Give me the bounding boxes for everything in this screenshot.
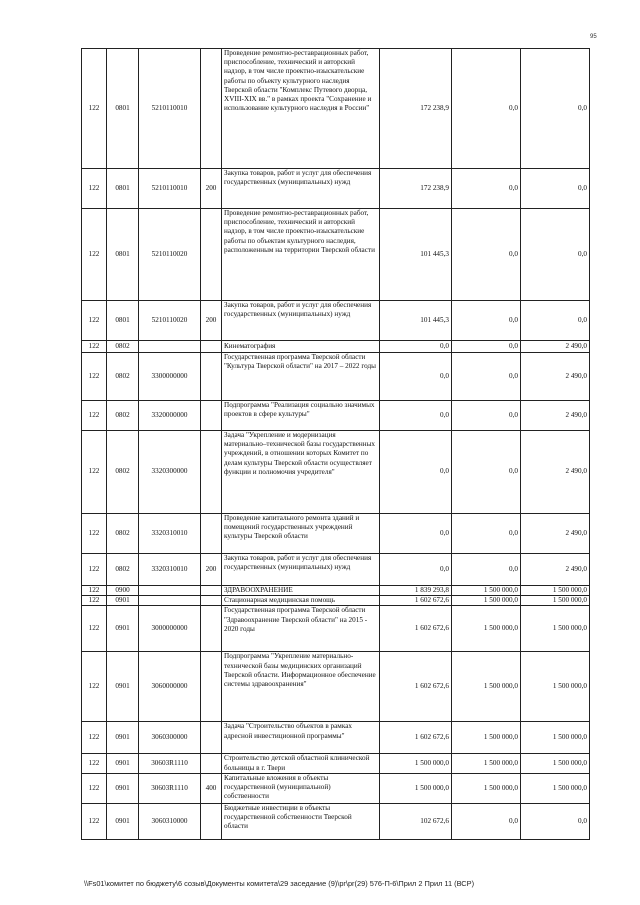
item-name-cell: Задача "Строительство объектов в рамках адресной инвестиционной программы": [222, 722, 380, 754]
amount-2020-cell: 1 500 000,0: [452, 773, 521, 803]
amount-2021-cell: 2 490,0: [521, 353, 590, 401]
section-code-cell: 0802: [107, 514, 139, 554]
amount-2019-cell: 0,0: [380, 554, 452, 586]
admin-code-cell: 122: [82, 401, 107, 431]
amount-2021-cell: 0,0: [521, 209, 590, 301]
item-name-cell: Государственная программа Тверской области "Здравоохранение Тверской области" на 2015 - 2020 годы: [222, 606, 380, 652]
expense-type-cell: [201, 596, 222, 606]
amount-2021-cell: 2 490,0: [521, 554, 590, 586]
amount-2019-cell: 1 602 672,6: [380, 596, 452, 606]
amount-2020-cell: 1 500 000,0: [452, 754, 521, 773]
amount-2019-cell: 1 839 293,8: [380, 586, 452, 596]
item-name-cell: Подпрограмма "Укрепление материально-технической базы медицинских организаций Тверской области. Информационное обеспечение системы здравоохранения": [222, 652, 380, 722]
admin-code-cell: 122: [82, 49, 107, 169]
amount-2019-cell: 0,0: [380, 431, 452, 514]
table-row: [82, 169, 590, 209]
admin-code-cell: 122: [82, 431, 107, 514]
amount-2021-cell: 1 500 000,0: [521, 773, 590, 803]
amount-2021-cell: 1 500 000,0: [521, 722, 590, 754]
amount-2020-cell: 1 500 000,0: [452, 596, 521, 606]
amount-2019-cell: 1 602 672,6: [380, 652, 452, 722]
expense-type-cell: [201, 431, 222, 514]
target-article-cell: 3320310010: [139, 554, 201, 586]
table-row: [82, 401, 590, 431]
target-article-cell: [139, 586, 201, 596]
table-row: [82, 431, 590, 514]
expense-type-cell: [201, 341, 222, 353]
section-code-cell: 0901: [107, 652, 139, 722]
admin-code-cell: 122: [82, 722, 107, 754]
item-name-cell: Капитальные вложения в объекты государственной (муниципальной) собственности: [222, 773, 380, 803]
expense-type-cell: [201, 803, 222, 839]
amount-2020-cell: 0,0: [452, 353, 521, 401]
item-name-cell: Закупка товаров, работ и услуг для обеспечения государственных (муниципальных) нужд: [222, 301, 380, 341]
page-number: 95: [590, 34, 597, 40]
target-article-cell: [139, 341, 201, 353]
expense-type-cell: 200: [201, 301, 222, 341]
expense-type-cell: 200: [201, 554, 222, 586]
admin-code-cell: 122: [82, 209, 107, 301]
amount-2019-cell: 172 238,9: [380, 169, 452, 209]
section-code-cell: 0802: [107, 554, 139, 586]
item-name-cell: Закупка товаров, работ и услуг для обеспечения государственных (муниципальных) нужд: [222, 169, 380, 209]
admin-code-cell: 122: [82, 169, 107, 209]
item-name-cell: Задача "Укрепление и модернизация материально–технической базы государственных учреждений, в отношении которых Комитет по делам культуры Тверской области осуществляет функции и полномочия учредителя": [222, 431, 380, 514]
amount-2021-cell: 1 500 000,0: [521, 754, 590, 773]
target-article-cell: 30603R1110: [139, 773, 201, 803]
admin-code-cell: 122: [82, 754, 107, 773]
admin-code-cell: 122: [82, 773, 107, 803]
item-name-cell: Закупка товаров, работ и услуг для обеспечения государственных (муниципальных) нужд: [222, 554, 380, 586]
expense-type-cell: [201, 606, 222, 652]
section-code-cell: 0802: [107, 431, 139, 514]
amount-2019-cell: 1 500 000,0: [380, 773, 452, 803]
section-code-cell: 0801: [107, 209, 139, 301]
amount-2019-cell: 1 500 000,0: [380, 754, 452, 773]
amount-2021-cell: 2 490,0: [521, 431, 590, 514]
amount-2020-cell: 1 500 000,0: [452, 652, 521, 722]
section-code-cell: 0900: [107, 586, 139, 596]
amount-2020-cell: 0,0: [452, 341, 521, 353]
amount-2021-cell: 2 490,0: [521, 401, 590, 431]
amount-2020-cell: 1 500 000,0: [452, 586, 521, 596]
admin-code-cell: 122: [82, 301, 107, 341]
admin-code-cell: 122: [82, 606, 107, 652]
amount-2021-cell: 1 500 000,0: [521, 606, 590, 652]
expense-type-cell: 400: [201, 773, 222, 803]
target-article-cell: 3060000000: [139, 652, 201, 722]
expense-type-cell: [201, 652, 222, 722]
item-name-cell: Проведение капитального ремонта зданий и помещений государственных учреждений культуры Тверской области: [222, 514, 380, 554]
admin-code-cell: 122: [82, 353, 107, 401]
table-row: [82, 722, 590, 754]
section-code-cell: 0802: [107, 401, 139, 431]
admin-code-cell: 122: [82, 652, 107, 722]
amount-2020-cell: 0,0: [452, 209, 521, 301]
amount-2019-cell: 172 238,9: [380, 49, 452, 169]
expense-type-cell: [201, 586, 222, 596]
target-article-cell: 5210110010: [139, 169, 201, 209]
amount-2019-cell: 101 445,3: [380, 209, 452, 301]
amount-2019-cell: 101 445,3: [380, 301, 452, 341]
table-row: [82, 341, 590, 353]
section-code-cell: 0801: [107, 169, 139, 209]
target-article-cell: 5210110020: [139, 301, 201, 341]
expense-type-cell: [201, 353, 222, 401]
item-name-cell: Кинематография: [222, 341, 380, 353]
section-code-cell: 0901: [107, 606, 139, 652]
target-article-cell: 3320300000: [139, 431, 201, 514]
target-article-cell: 3000000000: [139, 606, 201, 652]
amount-2019-cell: 0,0: [380, 514, 452, 554]
section-code-cell: 0901: [107, 803, 139, 839]
section-code-cell: 0901: [107, 596, 139, 606]
admin-code-cell: 122: [82, 596, 107, 606]
amount-2020-cell: 0,0: [452, 514, 521, 554]
item-name-cell: ЗДРАВООХРАНЕНИЕ: [222, 586, 380, 596]
expense-type-cell: [201, 49, 222, 169]
amount-2021-cell: 2 490,0: [521, 514, 590, 554]
item-name-cell: Проведение ремонтно-реставрационных работ, приспособление, технический и авторский надзор, в том числе проектно-изыскательские работы по объектам культурного наследия, расположенным на территории Тверской области: [222, 209, 380, 301]
table-row: [82, 514, 590, 554]
admin-code-cell: 122: [82, 803, 107, 839]
table-row: [82, 606, 590, 652]
amount-2019-cell: 0,0: [380, 401, 452, 431]
section-code-cell: 0801: [107, 49, 139, 169]
amount-2021-cell: 0,0: [521, 49, 590, 169]
amount-2020-cell: 0,0: [452, 301, 521, 341]
amount-2021-cell: 0,0: [521, 169, 590, 209]
expense-type-cell: [201, 209, 222, 301]
amount-2019-cell: 0,0: [380, 341, 452, 353]
amount-2020-cell: 0,0: [452, 49, 521, 169]
table-row: [82, 554, 590, 586]
target-article-cell: 30603R1110: [139, 754, 201, 773]
expense-type-cell: [201, 754, 222, 773]
amount-2019-cell: 1 602 672,6: [380, 606, 452, 652]
section-code-cell: 0901: [107, 773, 139, 803]
amount-2019-cell: 0,0: [380, 353, 452, 401]
table-row: [82, 49, 590, 169]
admin-code-cell: 122: [82, 514, 107, 554]
target-article-cell: 3060310000: [139, 803, 201, 839]
item-name-cell: Строительство детской областной клинической больницы в г. Твери: [222, 754, 380, 773]
table-row: [82, 773, 590, 803]
table-row: [82, 596, 590, 606]
expense-type-cell: 200: [201, 169, 222, 209]
item-name-cell: Подпрограмма "Реализация социально значимых проектов в сфере культуры": [222, 401, 380, 431]
amount-2020-cell: 0,0: [452, 803, 521, 839]
table-row: [82, 586, 590, 596]
admin-code-cell: 122: [82, 554, 107, 586]
target-article-cell: 3320310010: [139, 514, 201, 554]
section-code-cell: 0901: [107, 722, 139, 754]
amount-2021-cell: 0,0: [521, 301, 590, 341]
target-article-cell: 3060300000: [139, 722, 201, 754]
amount-2019-cell: 1 602 672,6: [380, 722, 452, 754]
item-name-cell: Государственная программа Тверской области "Культура Тверской области" на 2017 – 2022 годы: [222, 353, 380, 401]
section-code-cell: 0802: [107, 353, 139, 401]
amount-2020-cell: 0,0: [452, 169, 521, 209]
item-name-cell: Проведение ремонтно-реставрационных работ, приспособление, технический и авторский надзор, в том числе проектно-изыскательские работы по объекту культурного наследия Тверской области "Комплекс Путевого дворца, XVIII-XIX вв." в рамках проекта "Сохранение и использование культурного наследия в России": [222, 49, 380, 169]
target-article-cell: 3320000000: [139, 401, 201, 431]
admin-code-cell: 122: [82, 341, 107, 353]
amount-2020-cell: 0,0: [452, 431, 521, 514]
amount-2021-cell: 0,0: [521, 803, 590, 839]
expense-type-cell: [201, 401, 222, 431]
target-article-cell: [139, 596, 201, 606]
amount-2021-cell: 1 500 000,0: [521, 586, 590, 596]
table-row: [82, 803, 590, 839]
table-row: [82, 652, 590, 722]
amount-2020-cell: 1 500 000,0: [452, 606, 521, 652]
section-code-cell: 0802: [107, 341, 139, 353]
item-name-cell: Стационарная медицинская помощь: [222, 596, 380, 606]
amount-2020-cell: 0,0: [452, 401, 521, 431]
amount-2021-cell: 2 490,0: [521, 341, 590, 353]
amount-2021-cell: 1 500 000,0: [521, 596, 590, 606]
amount-2020-cell: 0,0: [452, 554, 521, 586]
admin-code-cell: 122: [82, 586, 107, 596]
budget-table: [81, 48, 590, 840]
target-article-cell: 5210110020: [139, 209, 201, 301]
table-row: [82, 301, 590, 341]
section-code-cell: 0901: [107, 754, 139, 773]
target-article-cell: 3300000000: [139, 353, 201, 401]
table-row: [82, 754, 590, 773]
section-code-cell: 0801: [107, 301, 139, 341]
table-row: [82, 209, 590, 301]
expense-type-cell: [201, 514, 222, 554]
item-name-cell: Бюджетные инвестиции в объекты государственной собственности Тверской области: [222, 803, 380, 839]
amount-2019-cell: 102 672,6: [380, 803, 452, 839]
file-path-footer: \\Fs01\комитет по бюджету\6 созыв\Документы комитета\29 заседание (9)\pr\pr(29) 576-П-6\Прил 2 Прил 11 (ВСР): [84, 879, 475, 888]
target-article-cell: 5210110010: [139, 49, 201, 169]
table-row: [82, 353, 590, 401]
amount-2021-cell: 1 500 000,0: [521, 652, 590, 722]
expense-type-cell: [201, 722, 222, 754]
amount-2020-cell: 1 500 000,0: [452, 722, 521, 754]
